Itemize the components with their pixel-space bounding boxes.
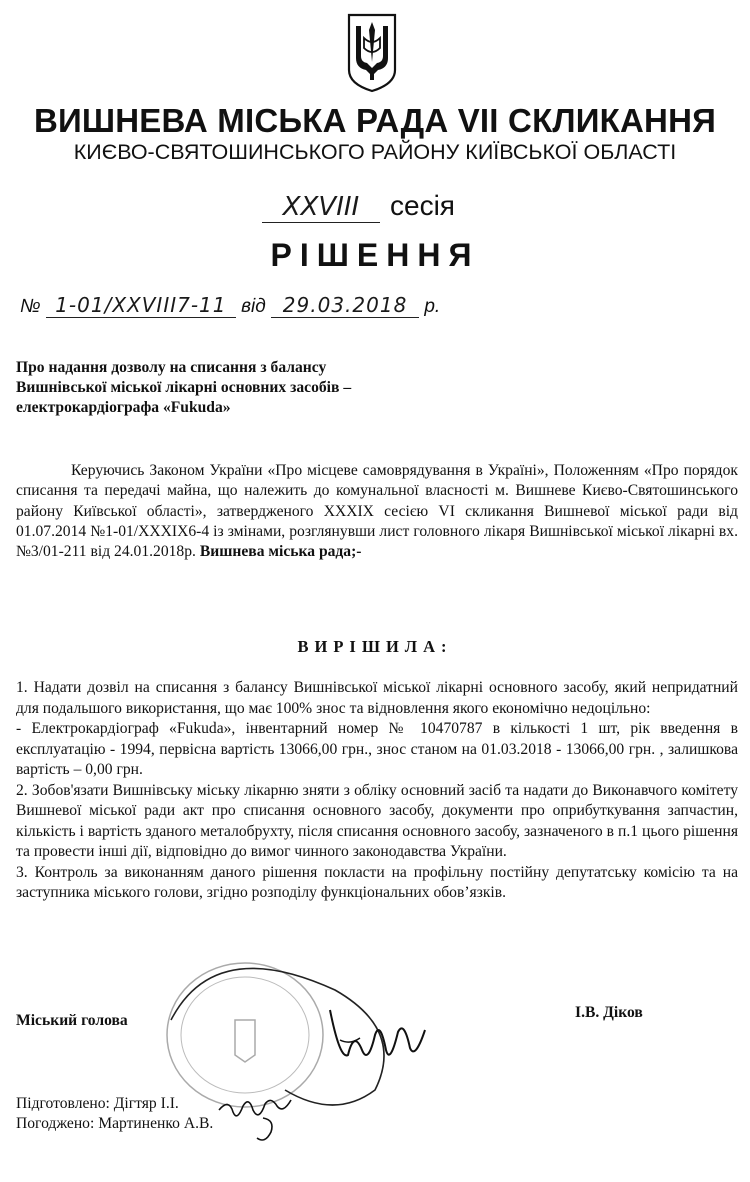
document-type: РІШЕННЯ xyxy=(270,237,480,273)
decided-heading: ВИРІШИЛА: xyxy=(297,637,453,656)
subject-line: Про надання дозволу на списання з балансу xyxy=(16,359,327,376)
subject-line: Вишнівської міської лікарні основних засобів – xyxy=(16,379,352,396)
number-prefix: № xyxy=(20,296,41,317)
prepared-line xyxy=(16,1095,179,1113)
agreed-name: Мартиненко А.В. xyxy=(98,1115,214,1132)
session-line xyxy=(262,190,455,223)
preamble-paragraph xyxy=(16,461,738,562)
decision-point-3: 3. Контроль за виконанням даного рішення покласти на профільну постійну депутатську комісію та на заступника міського голови, згідно розподілу функціональних обов’язків. xyxy=(16,863,738,901)
initials-signature-icon xyxy=(215,1088,295,1148)
date-suffix: р. xyxy=(424,296,441,317)
session-number: XXVIII xyxy=(262,192,380,223)
head-name: І.В. Діков xyxy=(575,1004,643,1021)
document-number-line xyxy=(20,293,440,318)
agreed-line xyxy=(16,1115,213,1133)
trident-coat-of-arms-icon xyxy=(346,12,398,94)
prepared-label: Підготовлено: xyxy=(16,1095,110,1112)
council-subtitle: КИЄВО-СВЯТОШИНСЬКОГО РАЙОНУ КИЇВСЬКОЇ ОБЛАСТІ xyxy=(73,140,677,164)
decision-point-2: 2. Зобов'язати Вишнівську міську лікарню зняти з обліку основний засіб та надати до Виконавчого комітету Вишневої міської ради акт про списання основного засобу, документи про оприбуткування запчастин, кількість і вартість зданого металобрухту, після списання основного засобу, зазначеного в п.1 цього рішення та провести інші дії, відповідно до вимог чинного законодавства України. xyxy=(16,781,738,860)
preamble-bold-tail: Вишнева міська рада;- xyxy=(199,543,362,561)
prepared-name: Дігтяр І.І. xyxy=(113,1095,179,1112)
preamble-text: Керуючись Законом України «Про місцеве самоврядування в Україні», Положенням «Про порядок списання та передачі майна, що належить до комунальної власності м. Вишневе Києво-Святошинського району Київської області», затвердженого XXXIX сесією VI скликання Вишневої міської ради від 01.07.2014 №1-01/XXXIX6-4 із змінами, розглянувши лист головного лікаря Вишнівської міської лікарні вх. №3/01-211 від 24.01.2018р. xyxy=(16,462,738,561)
decision-points xyxy=(16,678,738,904)
session-label: сесія xyxy=(390,190,455,221)
date-prefix: від xyxy=(241,296,266,317)
decision-subject xyxy=(16,358,436,418)
council-title: ВИШНЕВА МІСЬКА РАДА VII СКЛИКАННЯ xyxy=(33,102,717,139)
decision-point-1: 1. Надати дозвіл на списання з балансу Вишнівської міської лікарні основного засобу, який непридатний для подальшого використання, що має 100% знос та відновлення якого економічно недоцільно: xyxy=(16,679,738,717)
subject-line: електрокардіографа «Fukuda» xyxy=(16,399,231,416)
document-number: 1-01/XXVIII7-11 xyxy=(46,293,236,318)
agreed-label: Погоджено: xyxy=(16,1115,95,1132)
head-label: Міський голова xyxy=(16,1012,128,1029)
handwritten-signature-icon xyxy=(320,1000,430,1080)
document-date: 29.03.2018 xyxy=(271,293,419,318)
decision-point-1-item: - Електрокардіограф «Fukuda», інвентарний номер № 10470787 в кількості 1 шт, рік введення в експлуатацію - 1994, первісна вартість 13066,00 грн., знос станом на 01.03.2018 - 13066,00 грн. , залишкова вартість – 0,00 грн. xyxy=(16,720,738,778)
